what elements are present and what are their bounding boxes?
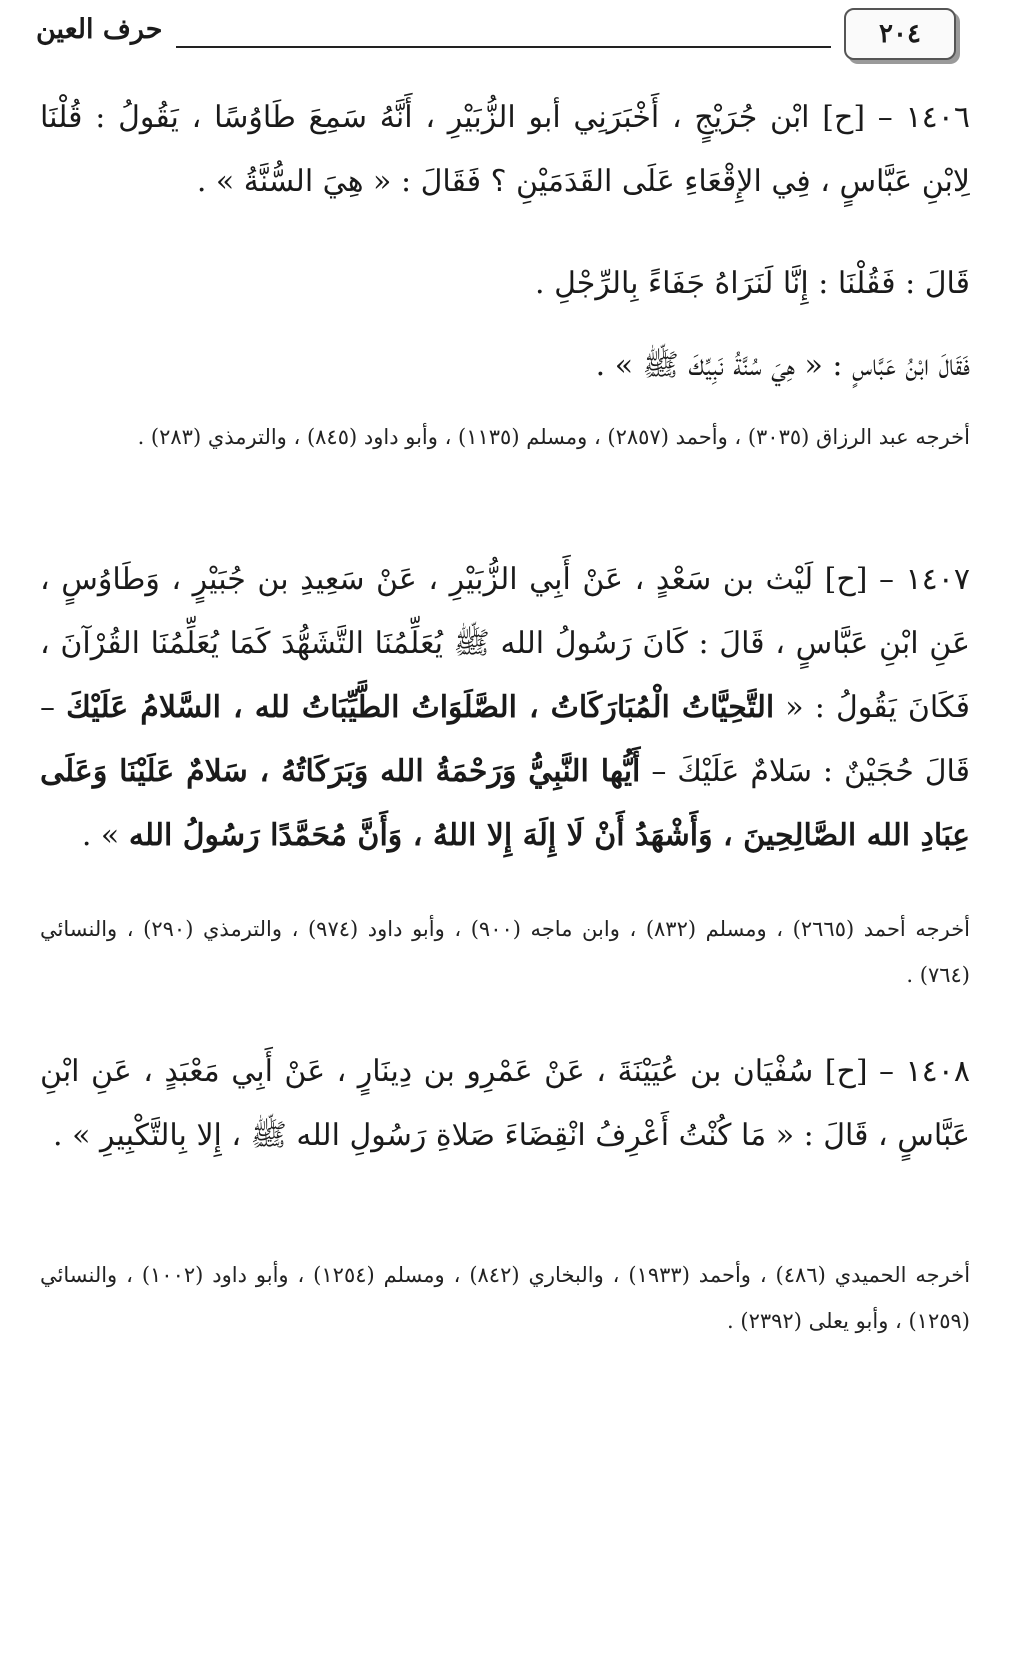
hadith-1407-tashahhud-part-2: أَيُّها النَّبِيُّ وَرَحْمَةُ الله وَبَرَكَاتُهُ ، سَلامٌ عَلَيْنَا وَعَلَى عِبَادِ الله الصَّالِحِينَ ، وَأَشْهَدُ أَنْ لَا إِلَهَ إِلا اللهُ ، وَأَنَّ مُحَمَّدًا رَسُولُ الله <box>40 754 970 853</box>
hadith-1407-aside: – قَالَ حُجَيْنٌ : سَلامٌ عَلَيْكَ – <box>40 690 970 789</box>
page-number: ٢٠٤ <box>844 8 956 60</box>
page-header <box>36 8 966 62</box>
hadith-1408-closing: » . <box>53 1118 91 1153</box>
hadith-1406-line-3: فَقَالَ ابْنُ عَبَّاسٍ : « هِيَ سُنَّةُ نَبِيِّكَ ﷺ » . <box>595 348 970 383</box>
hadith-1407-text <box>40 548 970 868</box>
hadith-1407-intro: ١٤٠٧ – [ح] لَيْث بن سَعْدٍ ، عَنْ أَبِي الزُّبَيْرِ ، عَنْ سَعِيدِ بن جُبَيْرٍ ، وَطَاوُسٍ ، عَنِ ابْنِ عَبَّاسٍ ، قَالَ : كَانَ رَسُولُ الله ﷺ يُعَلِّمُنَا التَّشَهُّدَ كَمَا يُعَلِّمُنَا القُرْآنَ ، فَكَانَ يَقُولُ : « <box>40 562 970 725</box>
hadith-1408-intro: ١٤٠٨ – [ح] سُفْيَان بن عُيَيْنَةَ ، عَنْ عَمْرِو بن دِينَارٍ ، عَنْ أَبِي مَعْبَدٍ ، عَنِ ابْنِ عَبَّاسٍ ، قَالَ : « <box>40 1054 970 1153</box>
header-rule <box>176 46 831 48</box>
hadith-1406-text: ١٤٠٦ – [ح] ابْن جُرَيْجٍ ، أَخْبَرَنِي أبو الزُّبَيْرِ ، أَنَّهُ سَمِعَ طَاوُسًا ، يَقُولُ : قُلْنَا لِابْنِ عَبَّاسٍ ، فِي الإِقْعَاءِ عَلَى القَدَمَيْنِ ؟ فَقَالَ : « هِيَ السُّنَّةُ » . <box>40 100 970 199</box>
hadith-1408-quote: مَا كُنْتُ أَعْرِفُ انْقِضَاءَ صَلاةِ رَسُولِ الله ﷺ ، إِلا بِالتَّكْبِيرِ <box>100 1118 767 1153</box>
hadith-1408-text <box>40 1040 970 1168</box>
chapter-title: حرف العين <box>36 14 163 45</box>
hadith-1406-takhrij: أخرجه عبد الرزاق (٣٠٣٥) ، وأحمد (٢٨٥٧) ، ومسلم (١١٣٥) ، وأبو داود (٨٤٥) ، والترمذي (٢٨٣) . <box>137 425 970 449</box>
hadith-1407-tashahhud-part-1: التَّحِيَّاتُ الْمُبَارَكَاتُ ، الصَّلَوَاتُ الطَّيِّبَاتُ لله ، السَّلامُ عَلَيْكَ <box>66 690 775 725</box>
hadith-1406-line-2: قَالَ : فَقُلْنَا : إِنَّا لَنَرَاهُ جَفَاءً بِالرِّجْلِ . <box>535 266 970 301</box>
hadith-1407-takhrij: أخرجه أحمد (٢٦٦٥) ، ومسلم (٨٣٢) ، وابن ماجه (٩٠٠) ، وأبو داود (٩٧٤) ، والترمذي (٢٩٠) ، والنسائي (٧٦٤) . <box>40 917 971 987</box>
hadith-1408-takhrij: أخرجه الحميدي (٤٨٦) ، وأحمد (١٩٣٣) ، والبخاري (٨٤٢) ، ومسلم (١٢٥٤) ، وأبو داود (١٠٠٢) ، والنسائي (١٢٥٩) ، وأبو يعلى (٢٣٩٢) . <box>40 1263 971 1333</box>
hadith-1407-closing: » . <box>81 818 120 853</box>
